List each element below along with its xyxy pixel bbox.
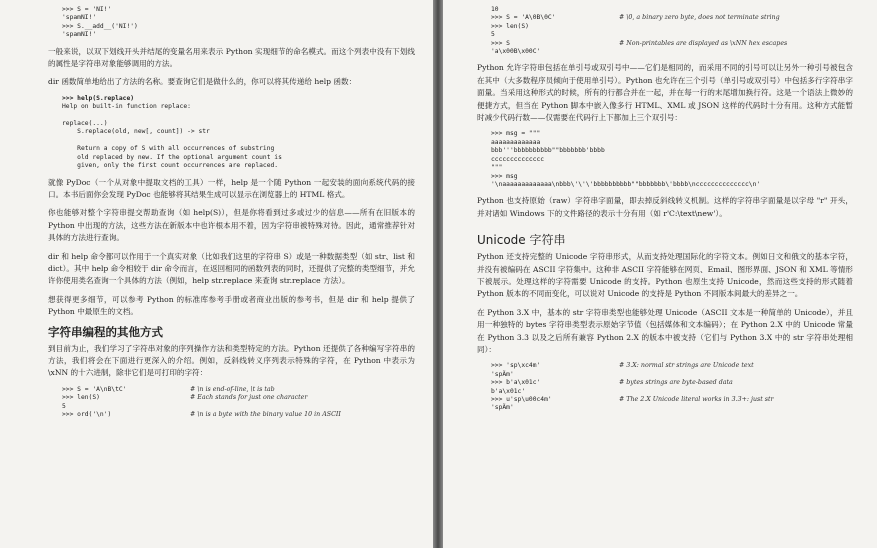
code-block-add: >>> S = 'NI!' 'spamNI!' >>> S.__add__('NI!') 'spamNI!' bbox=[62, 6, 138, 39]
right-page bbox=[443, 0, 877, 548]
paragraph-help-whole-string: 你也能够对整个字符串提交帮助查询（如 help(S)），但是你将看到过多或过少的信息——所有在旧版本的 Python 中出现的方法，这些方法在新版本中也许根本用不着，因为字符串被特殊对待。因此，通常推荐针对具体的方法进行查询。 bbox=[48, 208, 415, 243]
paragraph-escape-sequences: 到目前为止，我们学习了字符串对象的序列操作方法和类型特定的方法。Python 还提供了各种编写字符串的方法，我们将会在下面进行更深入的介绍。例如，反斜线转义序列表示特殊的字符，在 Python 中表示为 \xNN 的十六进制，除非它们是可打印的字符： bbox=[48, 343, 415, 378]
paragraph-dir-help: dir 函数简单地给出了方法的名称。要查询它们是做什么的，你可以将其传递给 help 函数： bbox=[48, 77, 357, 87]
paragraph-quotes: Python 允许字符串包括在单引号或双引号中——它们是相同的，而采用不同的引号可以让另外一种引号被包含在其中（大多数程序员倾向于使用单引号）。Python 也允许在三个引号（单引号或双引号）中包括多行字符串字面量。当采用这种形式的时候，所有的行都合并在一起，并在每一行的末尾增加换行符。这是一个语法上微妙的便捷方式，但当在 Python 脚本中嵌入像多行 HTML、XML 或 JSON 这样的代码时十分有用。这种方式能暂时减少代码行数——仅需要在代码行上下都加上三个双引号： bbox=[477, 63, 853, 123]
paragraph-python3-unicode: 在 Python 3.X 中，基本的 str 字符串类型也能够处理 Unicode（ASCII 文本是一种简单的 Unicode），并且用一种独特的 bytes 字符串类型表示原始字节值（包括媒体和文本编码）；在 Python 2.X 中的 Unicode 常量在 Python 3.3 以及之后所有兼容 Python 2.X 的版本中被支持（它们与 Python 3.X 中的 str 字符串处理相同）： bbox=[477, 307, 853, 354]
paragraph-unicode-support: Python 还支持完整的 Unicode 字符串形式，从而支持处理国际化的字符文本。例如日文和俄文的基本字符，并没有被编码在 ASCII 字符集中。这种非 ASCII 字符能够在网页、Email、图形界面、JSON 和 XML 等情形下被展示。处理这样的字符需要 Unicode 的支持。Python 也原生支持 Unicode，然而这些支持的形式随着 Python 版本的不同而变化，可以说对 Unicode 的支持是 Python 不同版本间最大的差异之一。 bbox=[477, 252, 853, 299]
paragraph-reference: 想获得更多细节，可以参考 Python 的标准库参考手册或者商业出版的参考书，但是 dir 和 help 提供了 Python 中最原生的文档。 bbox=[48, 294, 415, 317]
paragraph-underscore-names: 一般来说，以双下划线开头并结尾的变量名用来表示 Python 实现细节的命名模式。而这个列表中没有下划线的属性是字符串对象能够调用的方法。 bbox=[48, 46, 415, 69]
paragraph-pydoc: 就像 PyDoc（一个从对象中提取文档的工具）一样，help 是一个随 Python 一起安装的面向系统代码的接口。本书后面你会发现 PyDoc 也能够将其结果生成可以显示在浏览器上的 HTML 格式。 bbox=[48, 177, 415, 199]
book-gutter bbox=[433, 0, 443, 548]
paragraph-raw-strings: Python 也支持原始（raw）字符串字面量，即去掉反斜线转义机制。这样的字符串字面量是以字母 "r" 开头，并对诸如 Windows 下的文件路径的表示十分有用（如 r'C:\text\new'）。 bbox=[477, 196, 853, 218]
section-heading-other-ways: 字符串编程的其他方式 bbox=[48, 324, 163, 339]
code-block-triple-quotes: >>> msg = """ aaaaaaaaaaaaa bbb'''bbbbbbbbbb""bbbbbbb'bbbb cccccccccccccc """ >>> msg '\naaaaaaaaaaaaa\nbbb\'\'\'bbbbbbbbbb""bbbbbbb\'bbbb\ncccccccccccccc\n' bbox=[491, 130, 761, 188]
left-page bbox=[0, 0, 433, 548]
section-heading-unicode: Unicode 字符串 bbox=[477, 233, 566, 248]
code-block-escapes: >>> S = 'A\nB\tC' # \n is end-of-line, \t is tab >>> len(S) # Each stands for just one character 5 >>> ord('\n') # \n is a byte with the binary value 10 in ASCII bbox=[62, 385, 341, 418]
code-block-help: >>> help(S.replace) Help on built-in function replace: replace(...) S.replace(old, new[, count]) -> str Return a copy of S with all occurrences of substring old replaced by new. If the optional argument count is given, only the first count occurrences are replaced. bbox=[62, 94, 282, 170]
code-block-zero-bytes: 10 >>> S = 'A\0B\0C' # \0, a binary zero byte, does not terminate string >>> len(S) 5 >>> S # Non-printables are displayed as \xNN hex escapes 'a\x00B\x00C' bbox=[491, 6, 788, 56]
code-block-unicode: >>> 'sp\xc4m' # 3.X: normal str strings are Unicode text 'spÄm' >>> b'a\x01c' # bytes strings are byte-based data b'a\x01c' >>> u'sp\u00c4m' # The 2.X Unicode literal works in 3.3+: just str 'spÄm' bbox=[491, 362, 774, 412]
paragraph-dir-help-types: dir 和 help 命令都可以作用于一个真实对象（比如我们这里的字符串 S）或是一种数据类型（如 str、list 和 dict）。其中 help 命令相较于 dir 命令而言，在返回相同的函数列表的同时，还提供了完整的类型细节，并允许你使用类名查询一个具体的方法（例如，help str.replace 来查询 str.replace 方法）。 bbox=[48, 251, 415, 286]
